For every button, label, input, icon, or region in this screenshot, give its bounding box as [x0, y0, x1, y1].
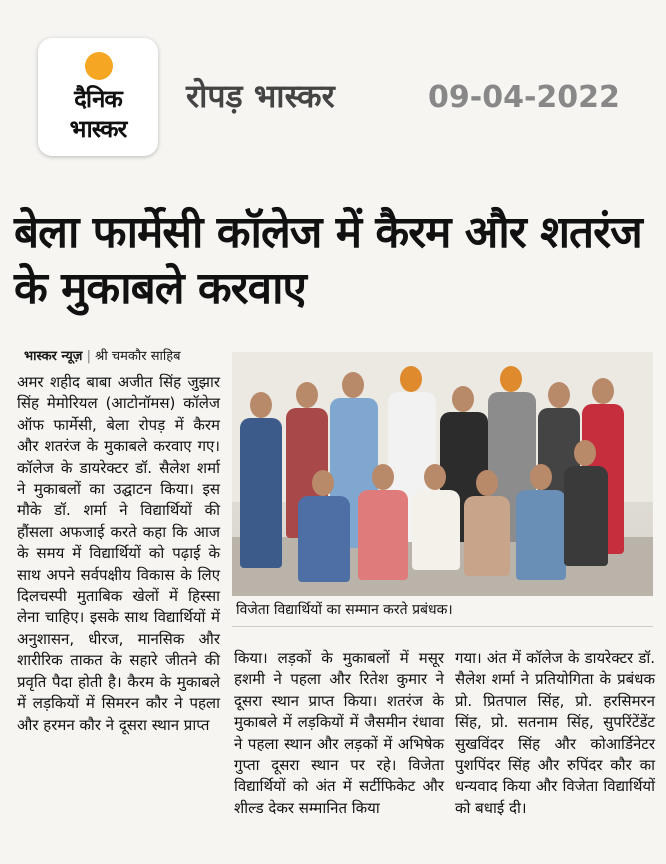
- byline-separator: |: [86, 349, 92, 364]
- person-head: [296, 382, 318, 408]
- person: [358, 490, 408, 580]
- byline: [24, 346, 181, 364]
- person: [464, 496, 510, 576]
- person-head: [424, 464, 446, 490]
- turban: [500, 366, 522, 392]
- sun-icon: [85, 52, 113, 80]
- person: [564, 466, 608, 566]
- article-column-3: गया। अंत में कॉलेज के डायरेक्टर डॉ. सैलेश शर्मा ने प्रतियोगिता के प्रबंधक प्रो. प्रितपाल सिंह, प्रो. हरसिमरन सिंह, प्रो. सतनाम सिंह, सुपरिंटेंडेंट सुखविंदर सिंह और कोआर्डिनेटर पुशपिंदर सिंह और रुपिंदर कौर का धन्यवाद किया और विजेता विद्यार्थियों को बधाई दी।: [455, 649, 655, 817]
- person-head: [250, 392, 272, 418]
- article-column-2: किया। लड़कों के मुकाबलों में मसूर हशमी ने पहला और रितेश कुमार ने दूसरा स्थान प्राप्त किया। शतरंज के मुकाबले में लड़कियों में जैसमीन रंधावा ने पहला स्थान और लड़कों में अभिषेक गुप्ता दूसरा स्थान पर रहे। विजेता विद्यार्थियों को अंत में सर्टीफिकेट और शील्ड देकर सम्मानित किया: [234, 649, 444, 817]
- logo-line2: भास्कर: [69, 115, 127, 143]
- person-head: [342, 372, 364, 398]
- person: [298, 496, 350, 582]
- person: [412, 490, 460, 570]
- dainik-bhaskar-logo: [38, 38, 158, 156]
- person-head: [452, 386, 474, 412]
- byline-place: श्री चमकौर साहिब: [95, 349, 181, 364]
- person: [516, 490, 566, 580]
- edition-date: 09-04-2022: [428, 80, 620, 115]
- person-head: [312, 470, 334, 496]
- person: [240, 418, 282, 568]
- photo-caption: विजेता विद्यार्थियों का सम्मान करते प्रबंधक।: [236, 602, 453, 618]
- group-photo: [232, 352, 653, 596]
- byline-source: भास्कर न्यूज़: [24, 349, 83, 364]
- logo-line1: दैनिक: [74, 85, 122, 113]
- person-head: [574, 440, 596, 466]
- turban: [400, 366, 422, 392]
- person-head: [530, 464, 552, 490]
- article-column-1: अमर शहीद बाबा अजीत सिंह जुझार सिंह मेमोरियल (आटोनॉमस) कॉलेज ऑफ फार्मेसी, बेला रोपड़ में कैरम और शतरंज के मुकाबले करवाए गए। कॉलेज के डायरेक्टर डॉ. सैलेश शर्मा ने मुकाबलों का उद्घाटन किया। इस मौके डॉ. शर्मा ने विद्यार्थियों की हौंसला अफजाई करते कहा कि आज के समय में विद्यार्थियों को पढ़ाई के साथ अपने सर्वपक्षीय विकास के लिए दिलचस्पी मुताबिक खेलों में हिस्सा लेना चाहिए। इसके साथ विद्यार्थियों में अनुशासन, धीरज, मानसिक और शारीरिक ताकत के सहारे जीतने की प्रवृति पैदा होती है। कैरम के मुकाबले में लड़कियों में सिमरन कौर ने पहला और हरमन कौर ने दूसरा स्थान प्राप्त: [17, 373, 220, 734]
- caption-divider: [232, 626, 653, 627]
- edition-title: रोपड़ भास्कर: [186, 77, 335, 115]
- person-head: [592, 378, 614, 404]
- person-head: [548, 382, 570, 408]
- person-head: [476, 470, 498, 496]
- person-head: [372, 464, 394, 490]
- article-headline: बेला फार्मेसी कॉलेज में कैरम और शतरंज के मुकाबले करवाए: [14, 207, 642, 314]
